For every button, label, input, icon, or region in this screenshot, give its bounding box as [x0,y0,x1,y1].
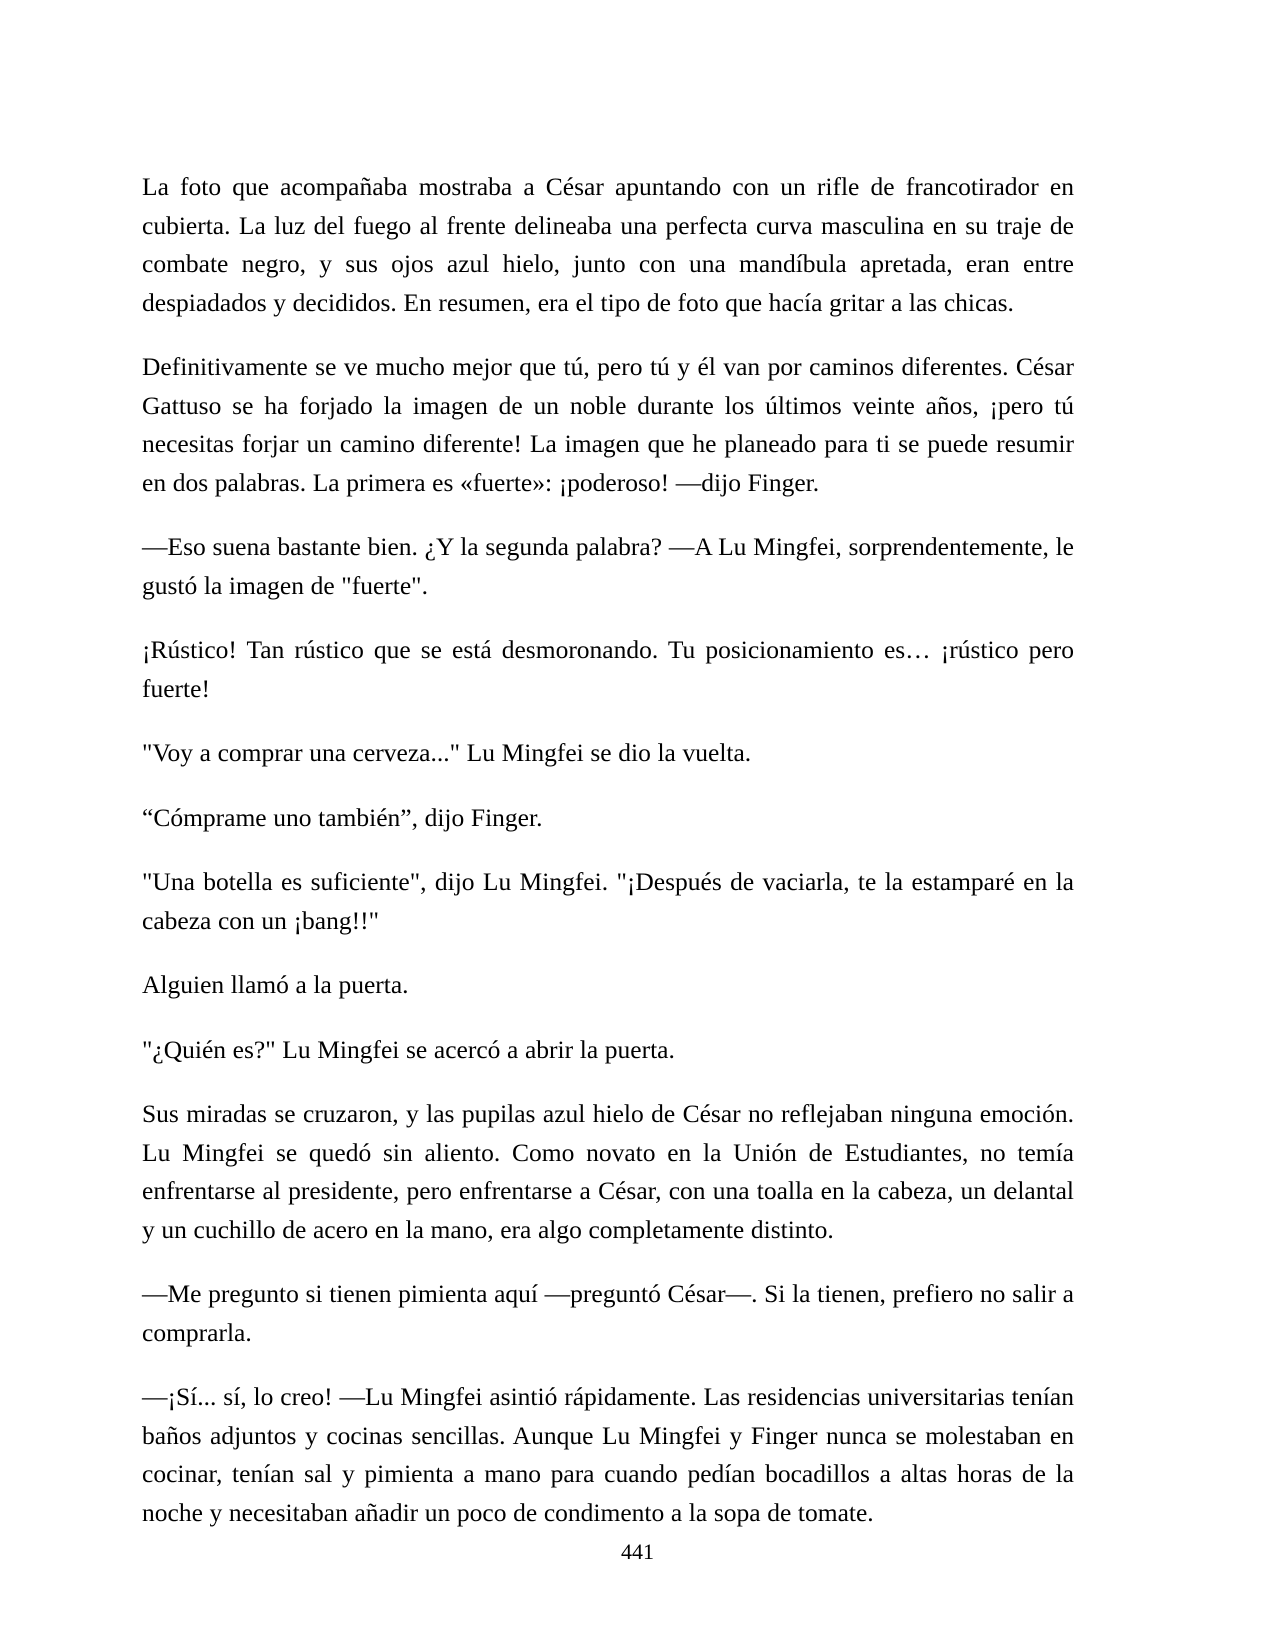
body-text-column [142,168,1074,1532]
paragraph: La foto que acompañaba mostraba a César apuntando con un rifle de francotirador en cubierta. La luz del fuego al frente delineaba una perfecta curva masculina en su traje de combate negro, y sus ojos azul hielo, junto con una mandíbula apretada, eran entre despiadados y decididos. En resumen, era el tipo de foto que hacía gritar a las chicas. [142,172,1074,317]
paragraph: —Me pregunto si tienen pimienta aquí —preguntó César—. Si la tienen, prefiero no salir a comprarla. [142,1279,1074,1347]
paragraph: ¡Rústico! Tan rústico que se está desmoronando. Tu posicionamiento es… ¡rústico pero fuerte! [142,635,1074,703]
paragraph: Alguien llamó a la puerta. [142,970,409,999]
paragraph: “Cómprame uno también”, dijo Finger. [142,802,543,832]
paragraph: "¿Quién es?" Lu Mingfei se acercó a abrir la puerta. [142,1034,675,1064]
paragraph: —¡Sí... sí, lo creo! —Lu Mingfei asintió rápidamente. Las residencias universitarias tenían baños adjuntos y cocinas sencillas. Aunque Lu Mingfei y Finger nunca se molestaban en cocinar, tenían sal y pimienta a mano para cuando pedían bocadillos a altas horas de la noche y necesitaban añadir un poco de condimento a la sopa de tomate. [142,1382,1074,1527]
paragraph: Definitivamente se ve mucho mejor que tú, pero tú y él van por caminos diferentes. César Gattuso se ha forjado la imagen de un noble durante los últimos veinte años, ¡pero tú necesitas forjar un camino diferente! La imagen que he planeado para ti se puede resumir en dos palabras. La primera es «fuerte»: ¡poderoso! —dijo Finger. [142,352,1074,497]
paragraph: —Eso suena bastante bien. ¿Y la segunda palabra? —A Lu Mingfei, sorprendentemente, le gustó la imagen de "fuerte". [142,532,1074,600]
paragraph: "Voy a comprar una cerveza..." Lu Mingfei se dio la vuelta. [142,738,752,767]
paragraph: Sus miradas se cruzaron, y las pupilas azul hielo de César no reflejaban ninguna emoción. Lu Mingfei se quedó sin aliento. Como novato en la Unión de Estudiantes, no temía enfrentarse al presidente, pero enfrentarse a César, con una toalla en la cabeza, un delantal y un cuchillo de acero en la mano, era algo completamente distinto. [142,1099,1074,1244]
paragraph: "Una botella es suficiente", dijo Lu Mingfei. "¡Después de vaciarla, te la estamparé en la cabeza con un ¡bang!!" [142,867,1074,935]
page-number: 441 [621,1539,654,1564]
